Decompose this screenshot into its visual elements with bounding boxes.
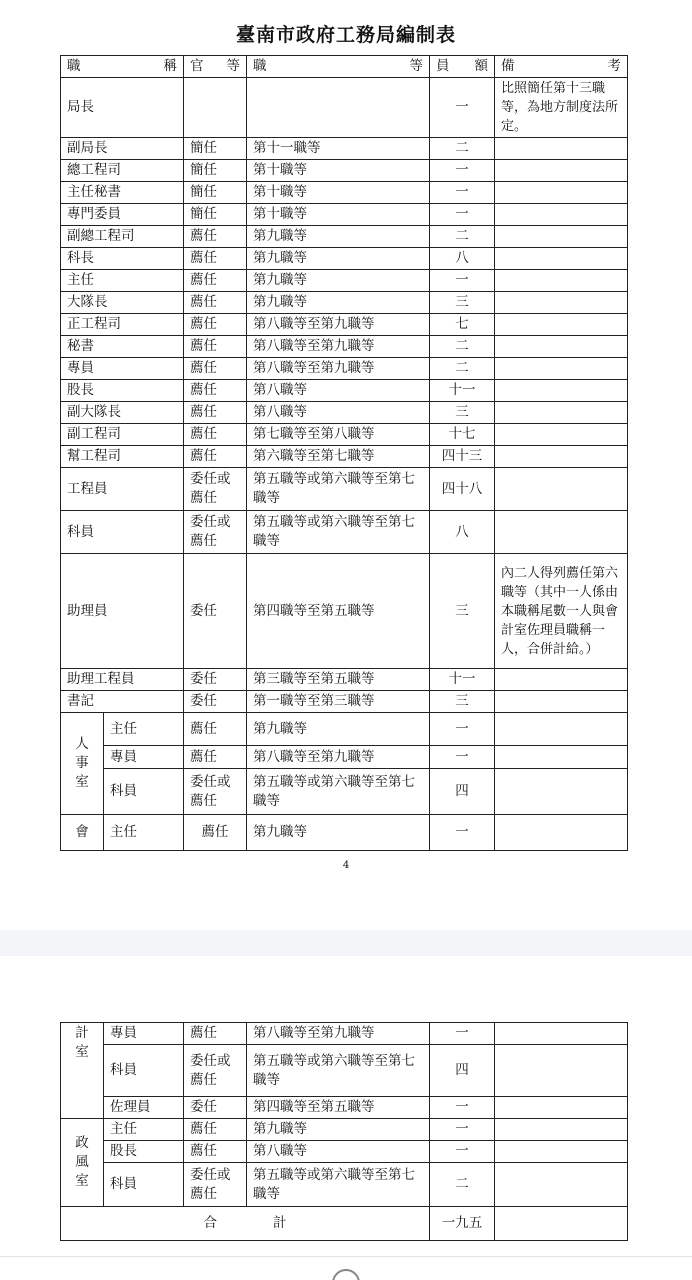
grade-cell: 第八職等至第九職等: [247, 336, 430, 358]
remarks-cell: [495, 511, 628, 554]
grade-cell: 第六職等至第七職等: [247, 446, 430, 468]
grade-cell: 第八職等: [247, 1141, 430, 1163]
position-cell: 專門委員: [61, 204, 184, 226]
table-row: [61, 248, 628, 270]
remarks-cell: [495, 380, 628, 402]
quota-cell: 一: [430, 815, 495, 851]
quota-cell: 一: [430, 78, 495, 138]
rank-cell: 薦任: [184, 1023, 247, 1045]
quota-cell: 二: [430, 358, 495, 380]
position-cell: 科長: [61, 248, 184, 270]
table-row: [61, 270, 628, 292]
quota-cell: 一: [430, 160, 495, 182]
grade-cell: 第八職等: [247, 380, 430, 402]
personnel-row: [61, 713, 628, 746]
position-cell: 幫工程司: [61, 446, 184, 468]
remarks-cell: [495, 713, 628, 746]
rank-cell: 委任: [184, 669, 247, 691]
rank-cell: 委任或薦任: [184, 1163, 247, 1207]
rank-cell: 薦任: [184, 292, 247, 314]
document-title: 臺南市政府工務局編制表: [235, 24, 456, 46]
table-row: [61, 402, 628, 424]
table-row: [61, 446, 628, 468]
table-row: [61, 468, 628, 511]
position-cell: 助理員: [61, 554, 184, 669]
rank-cell: 薦任: [184, 1119, 247, 1141]
quota-cell: 十七: [430, 424, 495, 446]
remarks-cell: [495, 1045, 628, 1097]
remarks-cell: [495, 1097, 628, 1119]
viewer-bottom-bar: [0, 1256, 692, 1280]
position-cell: 專員: [104, 1023, 184, 1045]
grade-cell: 第四職等至第五職等: [247, 554, 430, 669]
position-cell: 工程員: [61, 468, 184, 511]
rank-cell: 薦任: [184, 424, 247, 446]
remarks-cell: [495, 815, 628, 851]
remarks-cell: [495, 1207, 628, 1241]
grade-cell: 第五職等或第六職等至第七職等: [247, 468, 430, 511]
grade-cell: 第九職等: [247, 815, 430, 851]
remarks-cell: 比照簡任第十三職等，為地方制度法所定。: [495, 78, 628, 138]
total-value: 一九五: [430, 1207, 495, 1241]
remarks-cell: [495, 270, 628, 292]
quota-cell: 四十三: [430, 446, 495, 468]
rank-cell: 委任或薦任: [184, 511, 247, 554]
rank-cell: 薦任: [184, 226, 247, 248]
accounting-office-label: [61, 1023, 104, 1119]
rank-cell: 委任或薦任: [184, 769, 247, 815]
accounting-row: [61, 1045, 628, 1097]
personnel-office-label-char: 室: [75, 774, 89, 790]
remarks-cell: [495, 226, 628, 248]
rank-cell: 簡任: [184, 160, 247, 182]
grade-cell: 第八職等至第九職等: [247, 1023, 430, 1045]
quota-cell: 一: [430, 204, 495, 226]
remarks-cell: [495, 160, 628, 182]
rank-cell: 薦任: [184, 314, 247, 336]
grade-cell: 第四職等至第五職等: [247, 1097, 430, 1119]
position-cell: 副工程司: [61, 424, 184, 446]
grade-cell: 第五職等或第六職等至第七職等: [247, 1163, 430, 1207]
ethics-row: [61, 1141, 628, 1163]
rank-cell: 委任或薦任: [184, 1045, 247, 1097]
position-cell: 大隊長: [61, 292, 184, 314]
grade-cell: 第八職等至第九職等: [247, 314, 430, 336]
quota-cell: 一: [430, 1141, 495, 1163]
grade-cell: 第十職等: [247, 160, 430, 182]
position-cell: 局長: [61, 78, 184, 138]
position-cell: 助理工程員: [61, 669, 184, 691]
ethics-office-label-char: 室: [75, 1173, 89, 1189]
quota-cell: 十一: [430, 380, 495, 402]
table-row: [61, 669, 628, 691]
circle-icon[interactable]: [332, 1269, 360, 1280]
header-position: 職稱: [61, 56, 184, 78]
rank-cell: [184, 78, 247, 138]
accounting-row: [61, 1023, 628, 1045]
quota-cell: 四: [430, 769, 495, 815]
position-cell: 專員: [61, 358, 184, 380]
remarks-cell: [495, 1163, 628, 1207]
quota-cell: 八: [430, 511, 495, 554]
quota-cell: 一: [430, 182, 495, 204]
document-page-2: [0, 956, 692, 1256]
rank-cell: 薦任: [184, 380, 247, 402]
position-cell: 主任: [104, 1119, 184, 1141]
quota-cell: 二: [430, 336, 495, 358]
table-row: [61, 314, 628, 336]
position-cell: 副局長: [61, 138, 184, 160]
table-header-row: [61, 56, 628, 78]
total-label-part: 合: [203, 1215, 217, 1231]
table-row: [61, 78, 628, 138]
grade-cell: 第十職等: [247, 182, 430, 204]
rank-cell: 薦任: [184, 270, 247, 292]
position-cell: 主任秘書: [61, 182, 184, 204]
grade-cell: 第一職等至第三職等: [247, 691, 430, 713]
remarks-cell: [495, 402, 628, 424]
personnel-office-label: [61, 713, 104, 815]
ethics-row: [61, 1119, 628, 1141]
quota-cell: 一: [430, 270, 495, 292]
rank-cell: 委任或薦任: [184, 468, 247, 511]
rank-cell: 委任: [184, 691, 247, 713]
rank-cell: 簡任: [184, 138, 247, 160]
quota-cell: 二: [430, 138, 495, 160]
grade-cell: 第九職等: [247, 248, 430, 270]
remarks-cell: [495, 1141, 628, 1163]
ethics-row: [61, 1163, 628, 1207]
personnel-row: [61, 746, 628, 769]
quota-cell: 四: [430, 1045, 495, 1097]
rank-cell: 薦任: [184, 358, 247, 380]
position-cell: 主任: [104, 815, 184, 851]
grade-cell: 第十職等: [247, 204, 430, 226]
remarks-cell: [495, 424, 628, 446]
personnel-office-label-char: 事: [75, 755, 89, 771]
ethics-office-label: [61, 1119, 104, 1207]
table-row: [61, 336, 628, 358]
position-cell: 股長: [104, 1141, 184, 1163]
remarks-cell: 內二人得列薦任第六職等（其中一人係由本職稱尾數一人與會計室佐理員職稱一人，合併計給。）: [495, 554, 628, 669]
quota-cell: 二: [430, 1163, 495, 1207]
total-row: [61, 1207, 628, 1241]
accounting-office-label-char: 計: [75, 1025, 89, 1041]
position-cell: 副大隊長: [61, 402, 184, 424]
remarks-cell: [495, 769, 628, 815]
position-cell: 科員: [104, 1045, 184, 1097]
grade-cell: 第八職等至第九職等: [247, 358, 430, 380]
quota-cell: 一: [430, 713, 495, 746]
position-cell: 科員: [61, 511, 184, 554]
remarks-cell: [495, 182, 628, 204]
table-row: [61, 424, 628, 446]
position-cell: 科員: [104, 1163, 184, 1207]
table-row: [61, 204, 628, 226]
position-cell: 總工程司: [61, 160, 184, 182]
position-cell: 書記: [61, 691, 184, 713]
table-row: [61, 511, 628, 554]
rank-cell: 薦任: [184, 446, 247, 468]
accounting-row: [61, 1097, 628, 1119]
remarks-cell: [495, 248, 628, 270]
position-cell: 股長: [61, 380, 184, 402]
position-cell: 正工程司: [61, 314, 184, 336]
grade-cell: 第十一職等: [247, 138, 430, 160]
rank-cell: 簡任: [184, 182, 247, 204]
grade-cell: 第九職等: [247, 270, 430, 292]
grade-cell: [247, 78, 430, 138]
ethics-office-label-char: 風: [75, 1154, 89, 1170]
position-cell: 副總工程司: [61, 226, 184, 248]
rank-cell: 薦任: [184, 402, 247, 424]
grade-cell: 第五職等或第六職等至第七職等: [247, 1045, 430, 1097]
total-label-part: 計: [273, 1215, 287, 1231]
quota-cell: 三: [430, 691, 495, 713]
table-row: [61, 691, 628, 713]
header-remarks: 備考: [495, 56, 628, 78]
accounting-office-label-char: 室: [75, 1044, 89, 1060]
rank-cell: 薦任: [184, 336, 247, 358]
position-cell: 專員: [104, 746, 184, 769]
rank-cell: 委任: [184, 1097, 247, 1119]
quota-cell: 七: [430, 314, 495, 336]
grade-cell: 第五職等或第六職等至第七職等: [247, 769, 430, 815]
header-grade: 職等: [247, 56, 430, 78]
accounting-row: [61, 815, 628, 851]
quota-cell: 四十八: [430, 468, 495, 511]
grade-cell: 第七職等至第八職等: [247, 424, 430, 446]
quota-cell: 二: [430, 226, 495, 248]
position-cell: 主任: [61, 270, 184, 292]
table-row: [61, 292, 628, 314]
quota-cell: 八: [430, 248, 495, 270]
table-row: [61, 226, 628, 248]
grade-cell: 第九職等: [247, 1119, 430, 1141]
table-row: [61, 380, 628, 402]
page-separator: [0, 930, 692, 956]
position-cell: 主任: [104, 713, 184, 746]
rank-cell: 薦任: [184, 1141, 247, 1163]
position-cell: 秘書: [61, 336, 184, 358]
grade-cell: 第八職等: [247, 402, 430, 424]
quota-cell: 一: [430, 1119, 495, 1141]
quota-cell: 一: [430, 746, 495, 769]
header-rank: 官等: [184, 56, 247, 78]
remarks-cell: [495, 358, 628, 380]
remarks-cell: [495, 669, 628, 691]
quota-cell: 三: [430, 554, 495, 669]
position-cell: 佐理員: [104, 1097, 184, 1119]
ethics-office-label-char: 政: [75, 1135, 89, 1151]
rank-cell: 薦任: [184, 815, 247, 851]
personnel-row: [61, 769, 628, 815]
quota-cell: 一: [430, 1097, 495, 1119]
remarks-cell: [495, 746, 628, 769]
table-row: [61, 182, 628, 204]
remarks-cell: [495, 468, 628, 511]
quota-cell: 三: [430, 292, 495, 314]
rank-cell: 薦任: [184, 248, 247, 270]
remarks-cell: [495, 1023, 628, 1045]
remarks-cell: [495, 314, 628, 336]
quota-cell: 三: [430, 402, 495, 424]
grade-cell: 第三職等至第五職等: [247, 669, 430, 691]
table-row: [61, 160, 628, 182]
rank-cell: 委任: [184, 554, 247, 669]
grade-cell: 第五職等或第六職等至第七職等: [247, 511, 430, 554]
accounting-office-label: 會: [61, 815, 104, 851]
table-row: [61, 138, 628, 160]
staffing-table-continued: [60, 1022, 628, 1241]
header-quota: 員額: [430, 56, 495, 78]
total-label: [61, 1207, 430, 1241]
rank-cell: 薦任: [184, 713, 247, 746]
personnel-office-label-char: 人: [75, 736, 89, 752]
staffing-table: [60, 55, 628, 851]
remarks-cell: [495, 446, 628, 468]
grade-cell: 第九職等: [247, 292, 430, 314]
table-row: [61, 358, 628, 380]
remarks-cell: [495, 691, 628, 713]
grade-cell: 第八職等至第九職等: [247, 746, 430, 769]
remarks-cell: [495, 336, 628, 358]
grade-cell: 第九職等: [247, 226, 430, 248]
position-cell: 科員: [104, 769, 184, 815]
remarks-cell: [495, 292, 628, 314]
grade-cell: 第九職等: [247, 713, 430, 746]
rank-cell: 薦任: [184, 746, 247, 769]
remarks-cell: [495, 138, 628, 160]
quota-cell: 一: [430, 1023, 495, 1045]
rank-cell: 簡任: [184, 204, 247, 226]
table-row: [61, 554, 628, 669]
page-number: 4: [342, 860, 350, 871]
remarks-cell: [495, 1119, 628, 1141]
remarks-cell: [495, 204, 628, 226]
quota-cell: 十一: [430, 669, 495, 691]
